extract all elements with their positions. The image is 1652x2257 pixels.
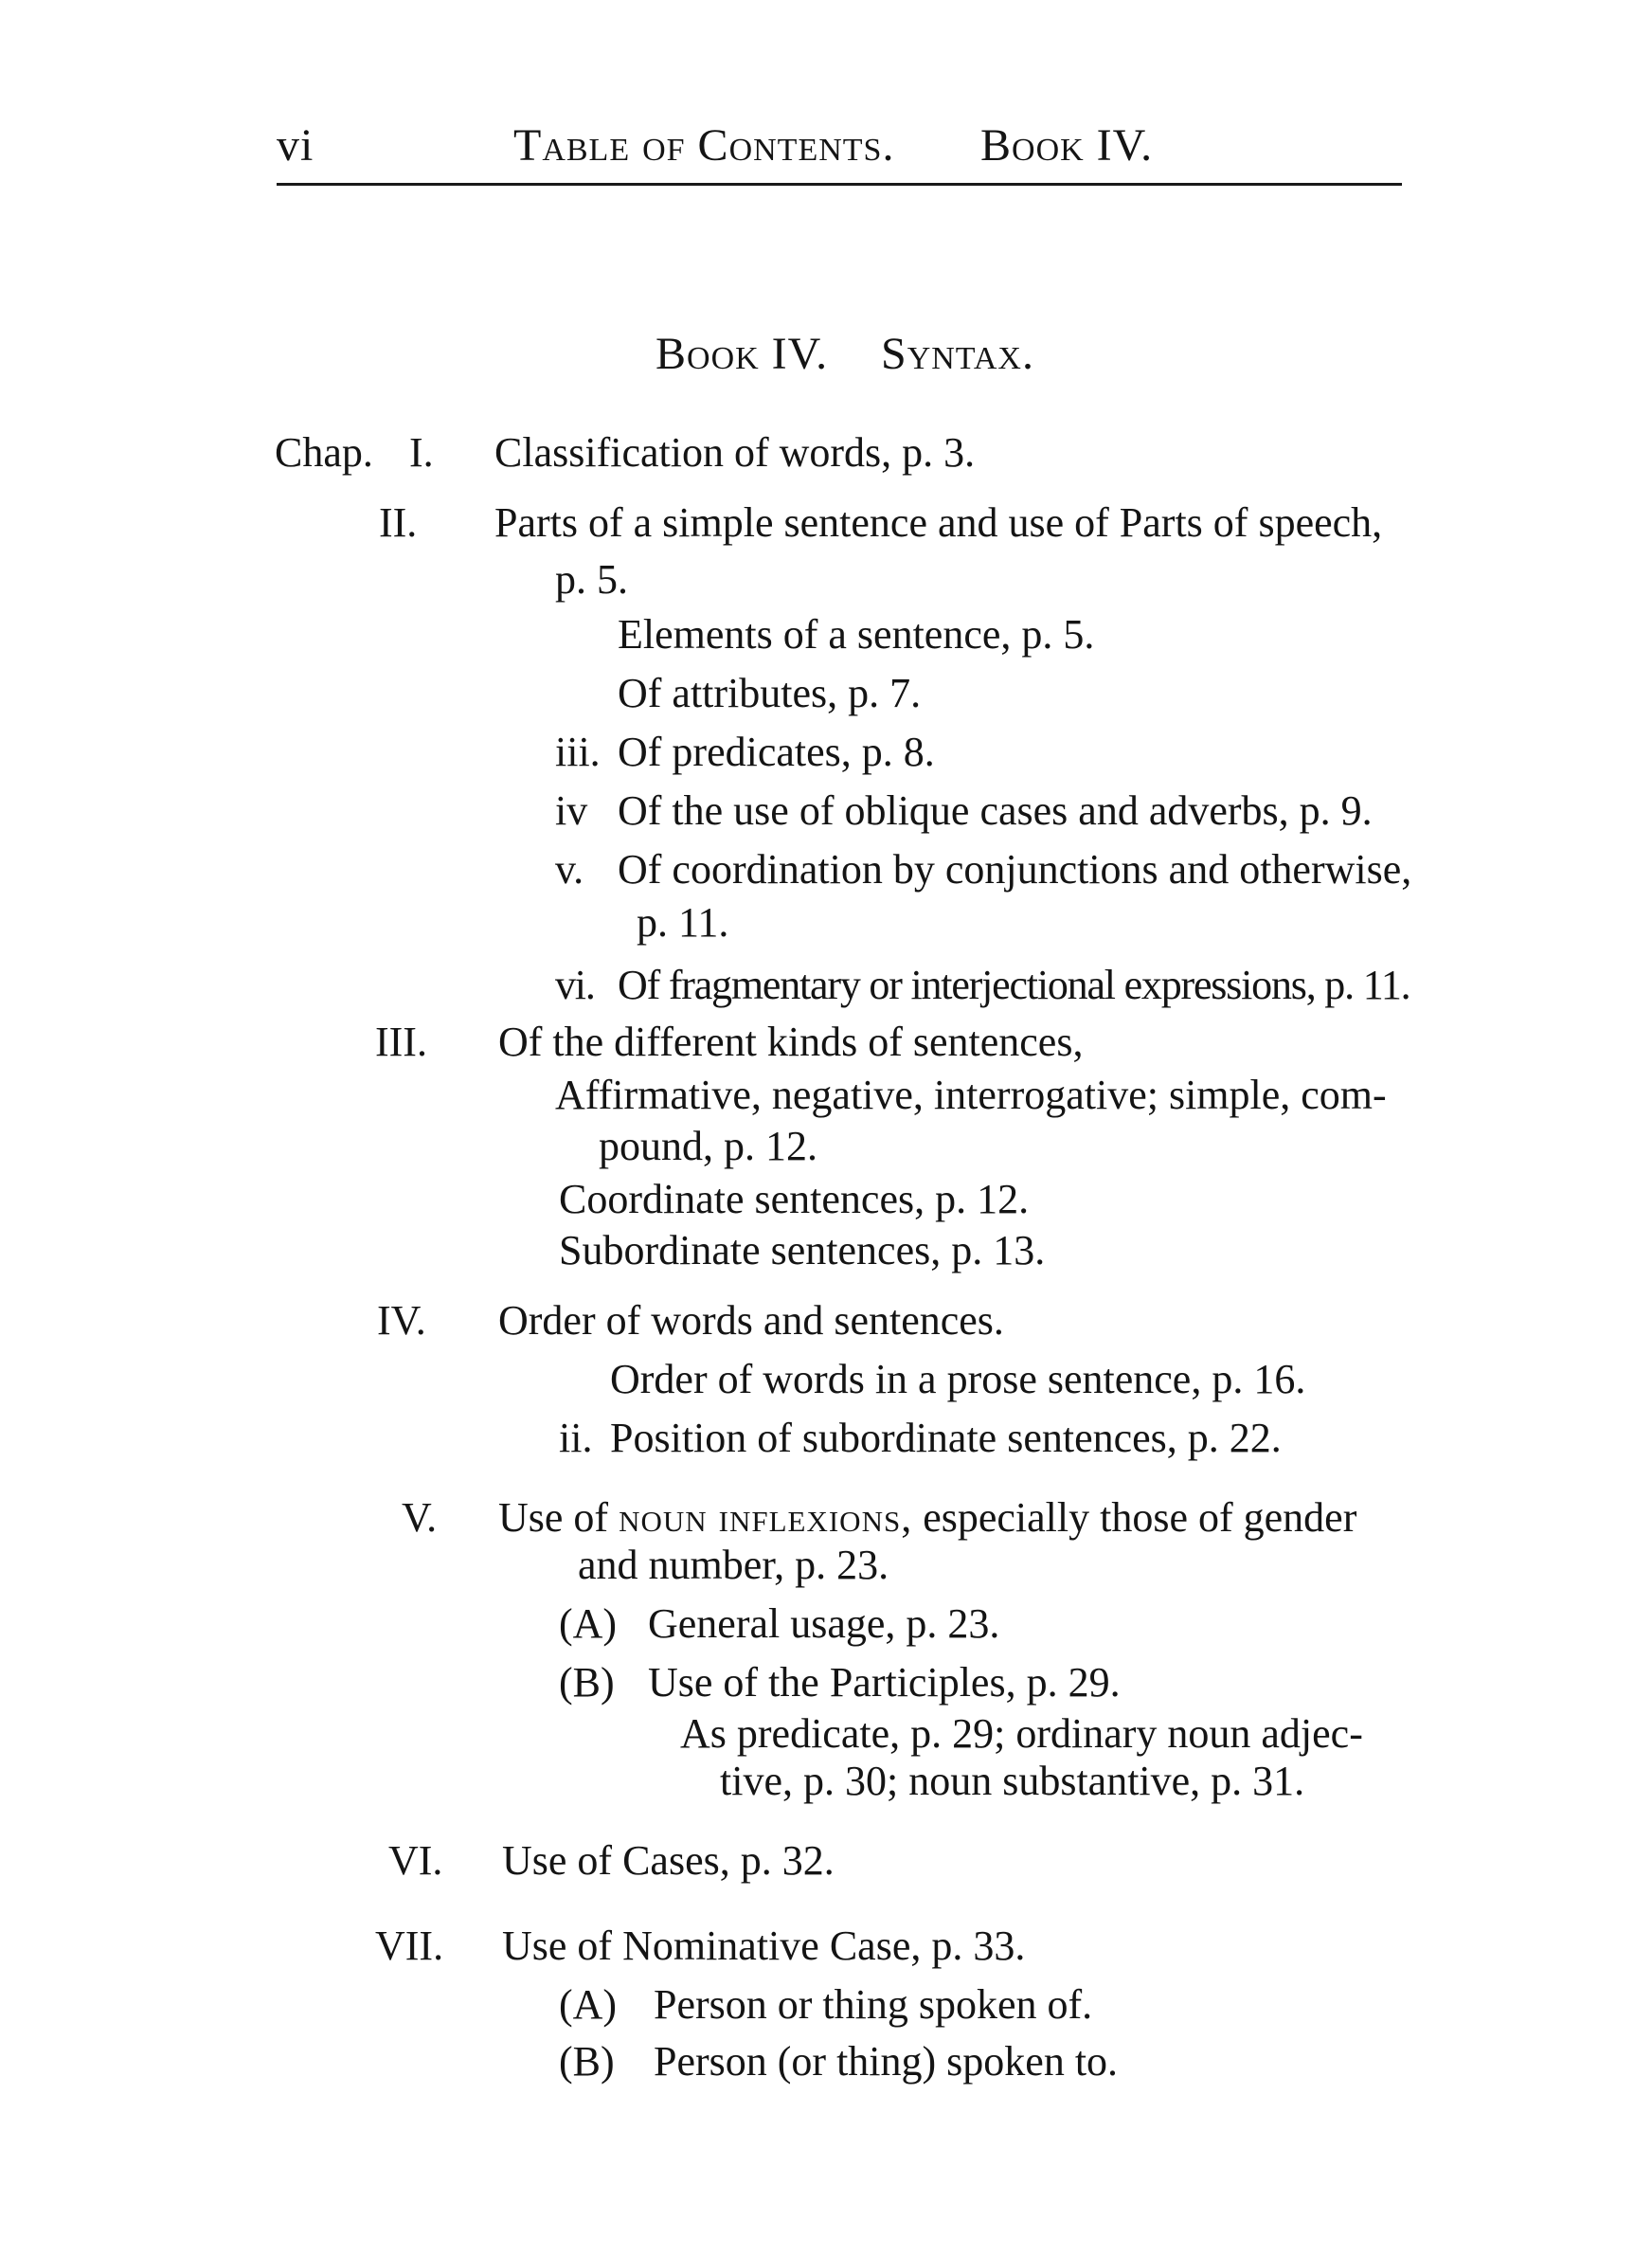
chapter-2-sub-4: Of the use of oblique cases and adverbs, p. 9. bbox=[618, 787, 1373, 834]
chapter-2-number: II. bbox=[379, 499, 418, 546]
chapter-4-sub-2: Position of subordinate sentences, p. 22. bbox=[610, 1415, 1282, 1461]
chapter-5-title bbox=[498, 1494, 1357, 1541]
chapter-5-sub-b-detail: As predicate, p. 29; ordinary noun adjec- bbox=[680, 1710, 1363, 1757]
chapter-1-title: Classification of words, p. 3. bbox=[494, 429, 976, 476]
chapter-2-sub-5-page: p. 11. bbox=[637, 899, 729, 946]
chapter-4-number: IV. bbox=[377, 1297, 426, 1344]
chapter-2-sub-2: Of attributes, p. 7. bbox=[618, 670, 922, 716]
header-rule bbox=[277, 183, 1402, 186]
section-book: Book IV. bbox=[655, 329, 829, 379]
chapter-6-number: VI. bbox=[388, 1837, 443, 1884]
page-number: vi bbox=[277, 120, 314, 171]
chapter-2-sub-5-number: v. bbox=[555, 846, 584, 893]
chapter-2-sub-5: Of coordination by conjunctions and otherwise, bbox=[618, 846, 1412, 893]
chapter-4-sub-2-number: ii. bbox=[559, 1415, 593, 1461]
chapter-5-page: and number, p. 23. bbox=[578, 1542, 889, 1588]
chapter-5-title-end: especially those of gender bbox=[923, 1494, 1357, 1541]
chapter-2-page: p. 5. bbox=[555, 556, 628, 603]
chapter-5-sub-b: Use of the Participles, p. 29. bbox=[648, 1659, 1121, 1706]
chapter-5-sub-a: General usage, p. 23. bbox=[648, 1600, 1000, 1647]
chapter-7-sub-b-label: (B) bbox=[559, 2038, 615, 2085]
chapter-3-sub-1-page: pound, p. 12. bbox=[599, 1123, 817, 1169]
chapter-3-sub-2: Coordinate sentences, p. 12. bbox=[559, 1176, 1030, 1222]
chapter-3-number: III. bbox=[375, 1019, 427, 1065]
chapter-5-sub-b-detail-cont: tive, p. 30; noun substantive, p. 31. bbox=[720, 1758, 1305, 1804]
chapter-4-title: Order of words and sentences. bbox=[498, 1297, 1004, 1344]
chapter-7-sub-a: Person or thing spoken of. bbox=[654, 1981, 1093, 2028]
chapter-1-number: I. bbox=[409, 429, 434, 476]
chap-label: Chap. bbox=[275, 429, 373, 476]
chapter-5-title-smallcaps: noun inflexions, bbox=[619, 1494, 913, 1541]
chapter-7-title: Use of Nominative Case, p. 33. bbox=[502, 1923, 1026, 1969]
chapter-2-sub-1: Elements of a sentence, p. 5. bbox=[618, 611, 1095, 658]
section-subject: Syntax. bbox=[881, 329, 1034, 379]
chapter-2-sub-3: Of predicates, p. 8. bbox=[618, 729, 935, 775]
chapter-7-sub-b: Person (or thing) spoken to. bbox=[654, 2038, 1119, 2085]
chapter-6-title: Use of Cases, p. 32. bbox=[502, 1837, 835, 1884]
chapter-2-sub-6: Of fragmentary or interjectional expressions, p. 11. bbox=[618, 962, 1410, 1008]
chapter-2-sub-3-number: iii. bbox=[555, 729, 601, 775]
chapter-4-sub-1: Order of words in a prose sentence, p. 16. bbox=[610, 1356, 1306, 1402]
chapter-7-sub-a-label: (A) bbox=[559, 1981, 618, 2028]
chapter-3-sub-1: Affirmative, negative, interrogative; simple, com- bbox=[555, 1072, 1387, 1118]
chapter-2-title: Parts of a simple sentence and use of Parts of speech, bbox=[494, 499, 1383, 546]
running-title: Table of Contents. bbox=[513, 120, 895, 171]
chapter-2-sub-4-number: iv bbox=[555, 787, 588, 834]
chapter-5-sub-a-label: (A) bbox=[559, 1600, 618, 1647]
chapter-5-sub-b-label: (B) bbox=[559, 1659, 615, 1706]
chapter-2-sub-6-number: vi. bbox=[555, 962, 595, 1008]
chapter-3-sub-3: Subordinate sentences, p. 13. bbox=[559, 1227, 1046, 1273]
running-book: Book IV. bbox=[980, 120, 1154, 171]
chapter-5-title-start: Use of bbox=[498, 1494, 609, 1541]
chapter-5-number: V. bbox=[402, 1494, 438, 1541]
chapter-3-title: Of the different kinds of sentences, bbox=[498, 1019, 1084, 1065]
chapter-7-number: VII. bbox=[375, 1923, 444, 1969]
